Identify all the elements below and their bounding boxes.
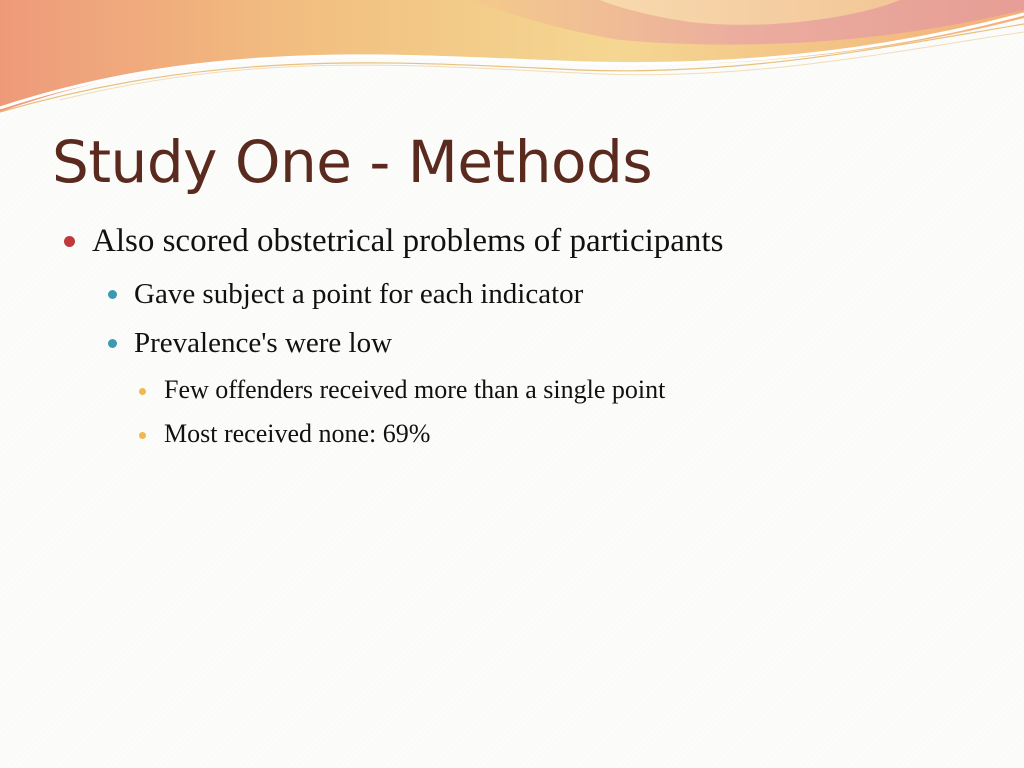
bullet-item-level2: Prevalence's were low: [134, 327, 393, 359]
bullet-item-level1: Also scored obstetrical problems of participants: [92, 223, 724, 259]
bullet-dot-icon: [108, 290, 117, 299]
bullet-item-level3: Few offenders received more than a single point: [164, 375, 666, 404]
bullet-dot-icon: [108, 339, 117, 348]
bullet-item-level2: Gave subject a point for each indicator: [134, 278, 584, 310]
bullet-item-level3: Most received none: 69%: [164, 419, 431, 448]
slide-title: Study One - Methods: [52, 128, 653, 196]
bullet-dot-icon: [139, 388, 146, 395]
header-swoosh-decoration: [0, 0, 1024, 120]
bullet-dot-icon: [64, 236, 75, 247]
bullet-dot-icon: [139, 432, 146, 439]
